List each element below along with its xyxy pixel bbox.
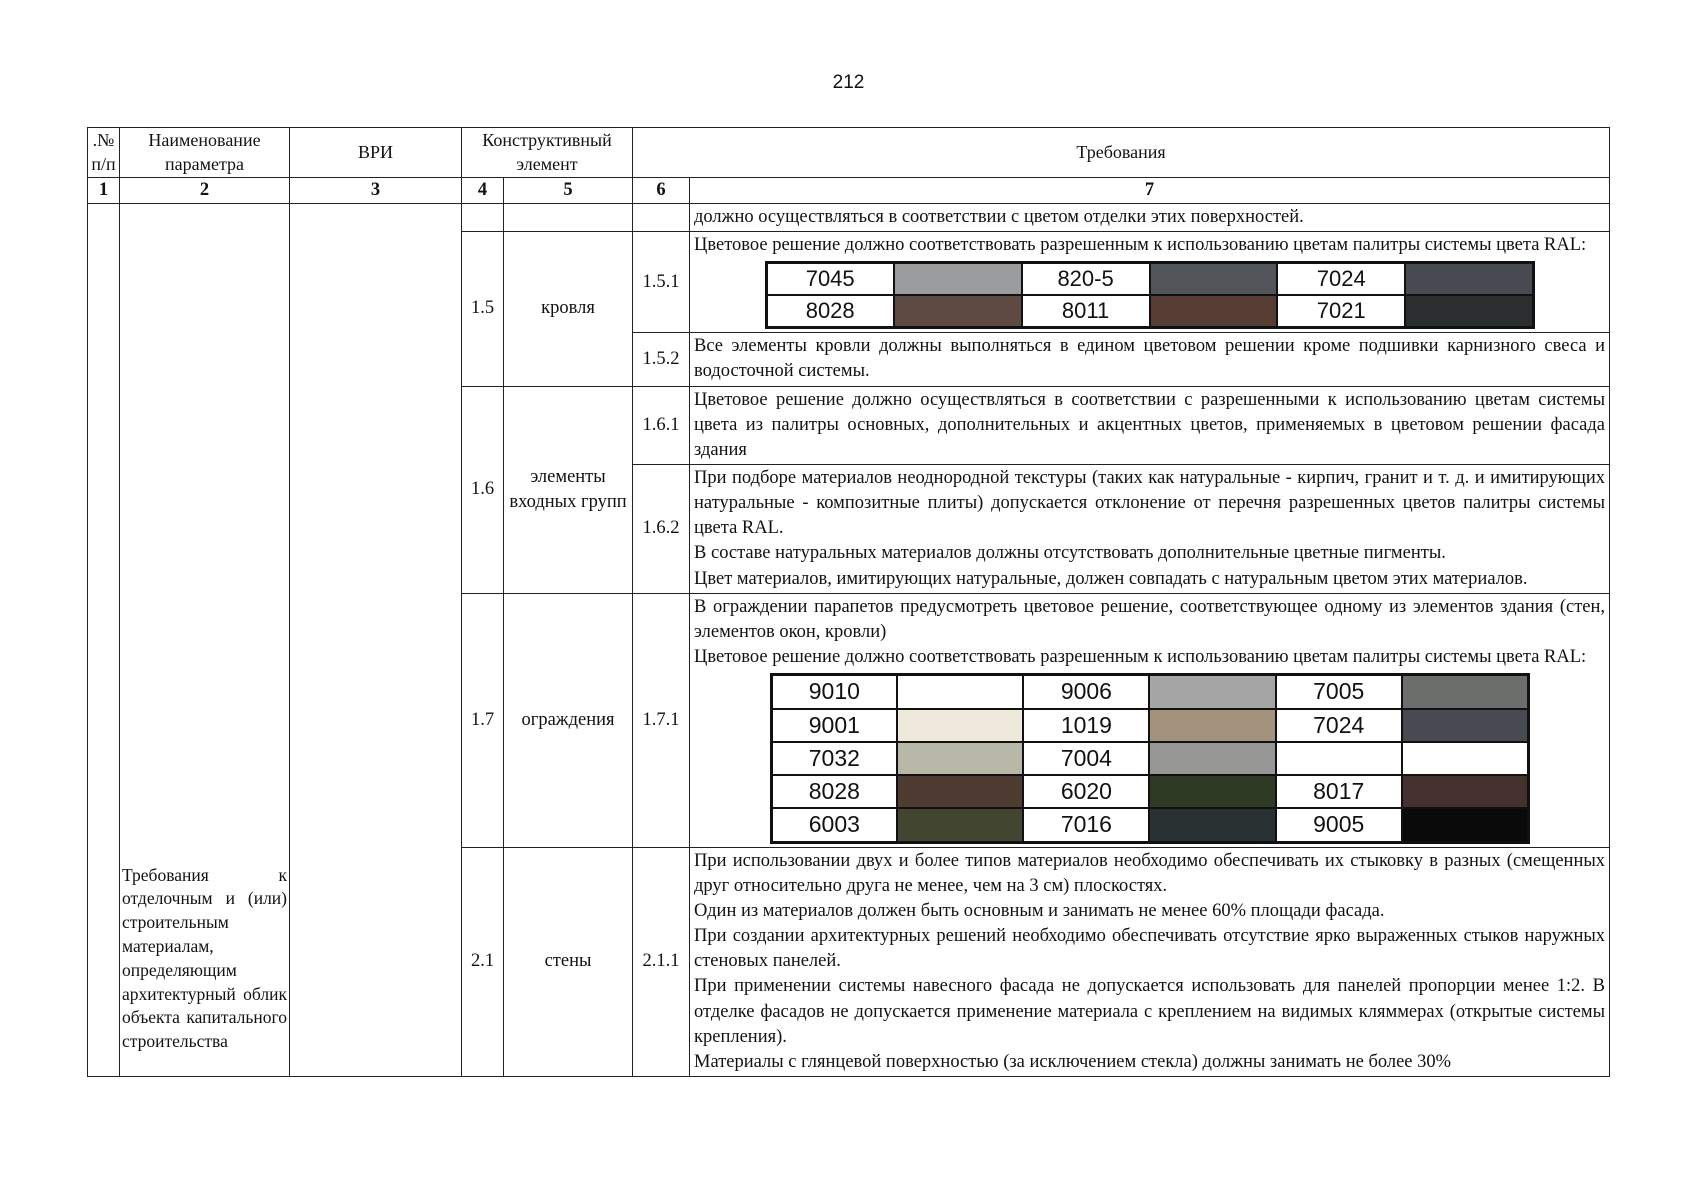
row-1-6-2-paragraph: В составе натуральных материалов должны отсутствовать дополнительные цветные пигменты. — [694, 543, 1446, 564]
row-1-7-1-paragraph: В ограждении парапетов предусмотреть цветовое решение, соответствующее одному из элементов здания (стен, элементов окон, кровли) — [694, 596, 1606, 642]
ral-swatch — [1150, 295, 1278, 327]
col-number-3: 3 — [290, 177, 462, 203]
header-number: .№ п/п — [88, 128, 120, 178]
ral-code: 8028 — [766, 295, 894, 327]
row-1-7-1-requirement — [690, 593, 1610, 847]
row-1-6-2-requirement — [690, 465, 1610, 594]
col-number-2: 2 — [120, 177, 290, 203]
ral-swatch — [1149, 808, 1275, 842]
row-2-1-1-paragraph: При использовании двух и более типов материалов необходимо обеспечивать их стыковку в разных (смещенных друг относительно друга не менее, чем на 3 см) плоскостях. — [694, 850, 1606, 896]
col-number-4: 4 — [462, 177, 504, 203]
page-number: 212 — [832, 72, 865, 93]
row-2-1-1-paragraph: При создании архитектурных решений необходимо обеспечивать отсутствие ярко выраженных стыков наружных стеновых панелей. — [694, 926, 1606, 972]
palette-row — [766, 263, 1533, 295]
ral-code: 7016 — [1023, 808, 1149, 842]
col-number-6: 6 — [633, 177, 690, 203]
row-number-cell — [88, 204, 120, 1077]
ral-code: 9005 — [1276, 808, 1402, 842]
header-requirements: Требования — [633, 128, 1610, 178]
row-1-5-1-number: 1.5.1 — [633, 232, 690, 333]
ral-swatch — [1149, 675, 1275, 709]
ral-swatch — [1150, 263, 1278, 295]
row-1-5-2-requirement: Все элементы кровли должны выполняться в едином цветовом решении кроме подшивки карнизного свеса и водосточной системы. — [690, 333, 1610, 386]
header-vri: ВРИ — [290, 128, 462, 178]
row-1-7-number: 1.7 — [462, 593, 504, 847]
fence-ral-palette — [770, 673, 1530, 843]
ral-swatch — [897, 709, 1023, 742]
ral-swatch — [1405, 295, 1533, 327]
row-1-6-1-number: 1.6.1 — [633, 386, 690, 464]
row-1-5-1-requirement — [690, 232, 1610, 333]
ral-swatch — [1402, 808, 1528, 842]
ral-code: 9006 — [1023, 675, 1149, 709]
ral-code: 7004 — [1023, 742, 1149, 775]
row-1-6-1-requirement: Цветовое решение должно осуществляться в соответствии с разрешенными к использованию цветам системы цвета из палитры основных, дополнительных и акцентных цветов, применяемых в цветовом решении фасада здания — [690, 386, 1610, 464]
col-number-1: 1 — [88, 177, 120, 203]
col-number-5: 5 — [504, 177, 633, 203]
ral-code: 9010 — [771, 675, 897, 709]
ral-code: 1019 — [1023, 709, 1149, 742]
row-2-1-1-paragraph: Материалы с глянцевой поверхностью (за исключением стекла) должны занимать не более 30% — [694, 1051, 1452, 1072]
ral-swatch — [1402, 742, 1528, 775]
ral-swatch — [894, 263, 1022, 295]
row-1-5-2-number: 1.5.2 — [633, 333, 690, 386]
row-1-5-1-text: Цветовое решение должно соответствовать разрешенным к использованию цветам палитры системы цвета RAL: — [694, 235, 1587, 256]
ral-code: 7021 — [1277, 295, 1405, 327]
ral-code: 8028 — [771, 775, 897, 808]
ral-swatch — [1402, 775, 1528, 808]
header-element: Конструктивный элемент — [462, 128, 633, 178]
header-param-name: Наименование параметра — [120, 128, 290, 178]
row-1-7-1-number: 1.7.1 — [633, 593, 690, 847]
row-2-1-1-number: 2.1.1 — [633, 847, 690, 1076]
requirements-table — [87, 127, 1610, 1077]
row-2-1-1-requirement — [690, 847, 1610, 1076]
row-1-5-number: 1.5 — [462, 232, 504, 386]
row-1-6-number: 1.6 — [462, 386, 504, 593]
ral-swatch — [1405, 263, 1533, 295]
ral-swatch — [1402, 675, 1528, 709]
ral-code — [1276, 742, 1402, 775]
row-1-6-2-paragraph: Цвет материалов, имитирующих натуральные, должен совпадать с натуральным цветом этих материалов. — [694, 568, 1528, 589]
ral-code: 6020 — [1023, 775, 1149, 808]
param-name-cell — [120, 204, 290, 1077]
palette-row — [771, 675, 1528, 709]
ral-code: 7045 — [766, 263, 894, 295]
param-name: Требования к отделочным и (или) строительным материалам, определяющим архитектурный облик объекта капитального строительства — [122, 864, 287, 1052]
row-1-5-element: кровля — [504, 232, 633, 386]
ral-swatch — [897, 742, 1023, 775]
roof-ral-palette — [765, 261, 1535, 329]
ral-swatch — [894, 295, 1022, 327]
ral-code: 6003 — [771, 808, 897, 842]
ral-code: 8017 — [1276, 775, 1402, 808]
ral-code: 8011 — [1022, 295, 1150, 327]
row-1-7-1-paragraph: Цветовое решение должно соответствовать разрешенным к использованию цветам палитры системы цвета RAL: — [694, 647, 1587, 668]
palette-row — [771, 742, 1528, 775]
palette-row — [766, 295, 1533, 327]
ral-swatch — [897, 808, 1023, 842]
ral-code: 9001 — [771, 709, 897, 742]
ral-swatch — [1149, 742, 1275, 775]
palette-row — [771, 775, 1528, 808]
palette-row — [771, 808, 1528, 842]
row-2-1-1-paragraph: При применении системы навесного фасада не допускается использовать для панелей пропорции менее 1:2. В отделке фасадов не допускается применение материала с креплением на видимых кляммерах (открытые системы крепления). — [694, 976, 1606, 1047]
ral-swatch — [1149, 775, 1275, 808]
row-1-6-2-number: 1.6.2 — [633, 465, 690, 594]
row-1-6-2-paragraph: При подборе материалов неоднородной текстуры (таких как натуральные - кирпич, гранит и т. д. и имитирующих натуральные - композитные плиты) допускается отклонение от перечня разрешенных цветов палитры системы цвета RAL. — [694, 468, 1606, 539]
row-2-1-1-paragraph: Один из материалов должен быть основным и занимать не менее 60% площади фасада. — [694, 900, 1385, 921]
ral-swatch — [1149, 709, 1275, 742]
ral-code: 7024 — [1276, 709, 1402, 742]
ral-swatch — [897, 775, 1023, 808]
vri-cell — [290, 204, 462, 1077]
ral-code: 7005 — [1276, 675, 1402, 709]
continued-text: должно осуществляться в соответствии с цветом отделки этих поверхностей. — [690, 204, 1610, 232]
row-1-7-element: ограждения — [504, 593, 633, 847]
ral-code: 7032 — [771, 742, 897, 775]
ral-code: 820-5 — [1022, 263, 1150, 295]
ral-swatch — [897, 675, 1023, 709]
ral-code: 7024 — [1277, 263, 1405, 295]
row-2-1-element: стены — [504, 847, 633, 1076]
row-2-1-number: 2.1 — [462, 847, 504, 1076]
ral-swatch — [1402, 709, 1528, 742]
row-1-6-element: элементы входных групп — [504, 386, 633, 593]
palette-row — [771, 709, 1528, 742]
col-number-7: 7 — [690, 177, 1610, 203]
